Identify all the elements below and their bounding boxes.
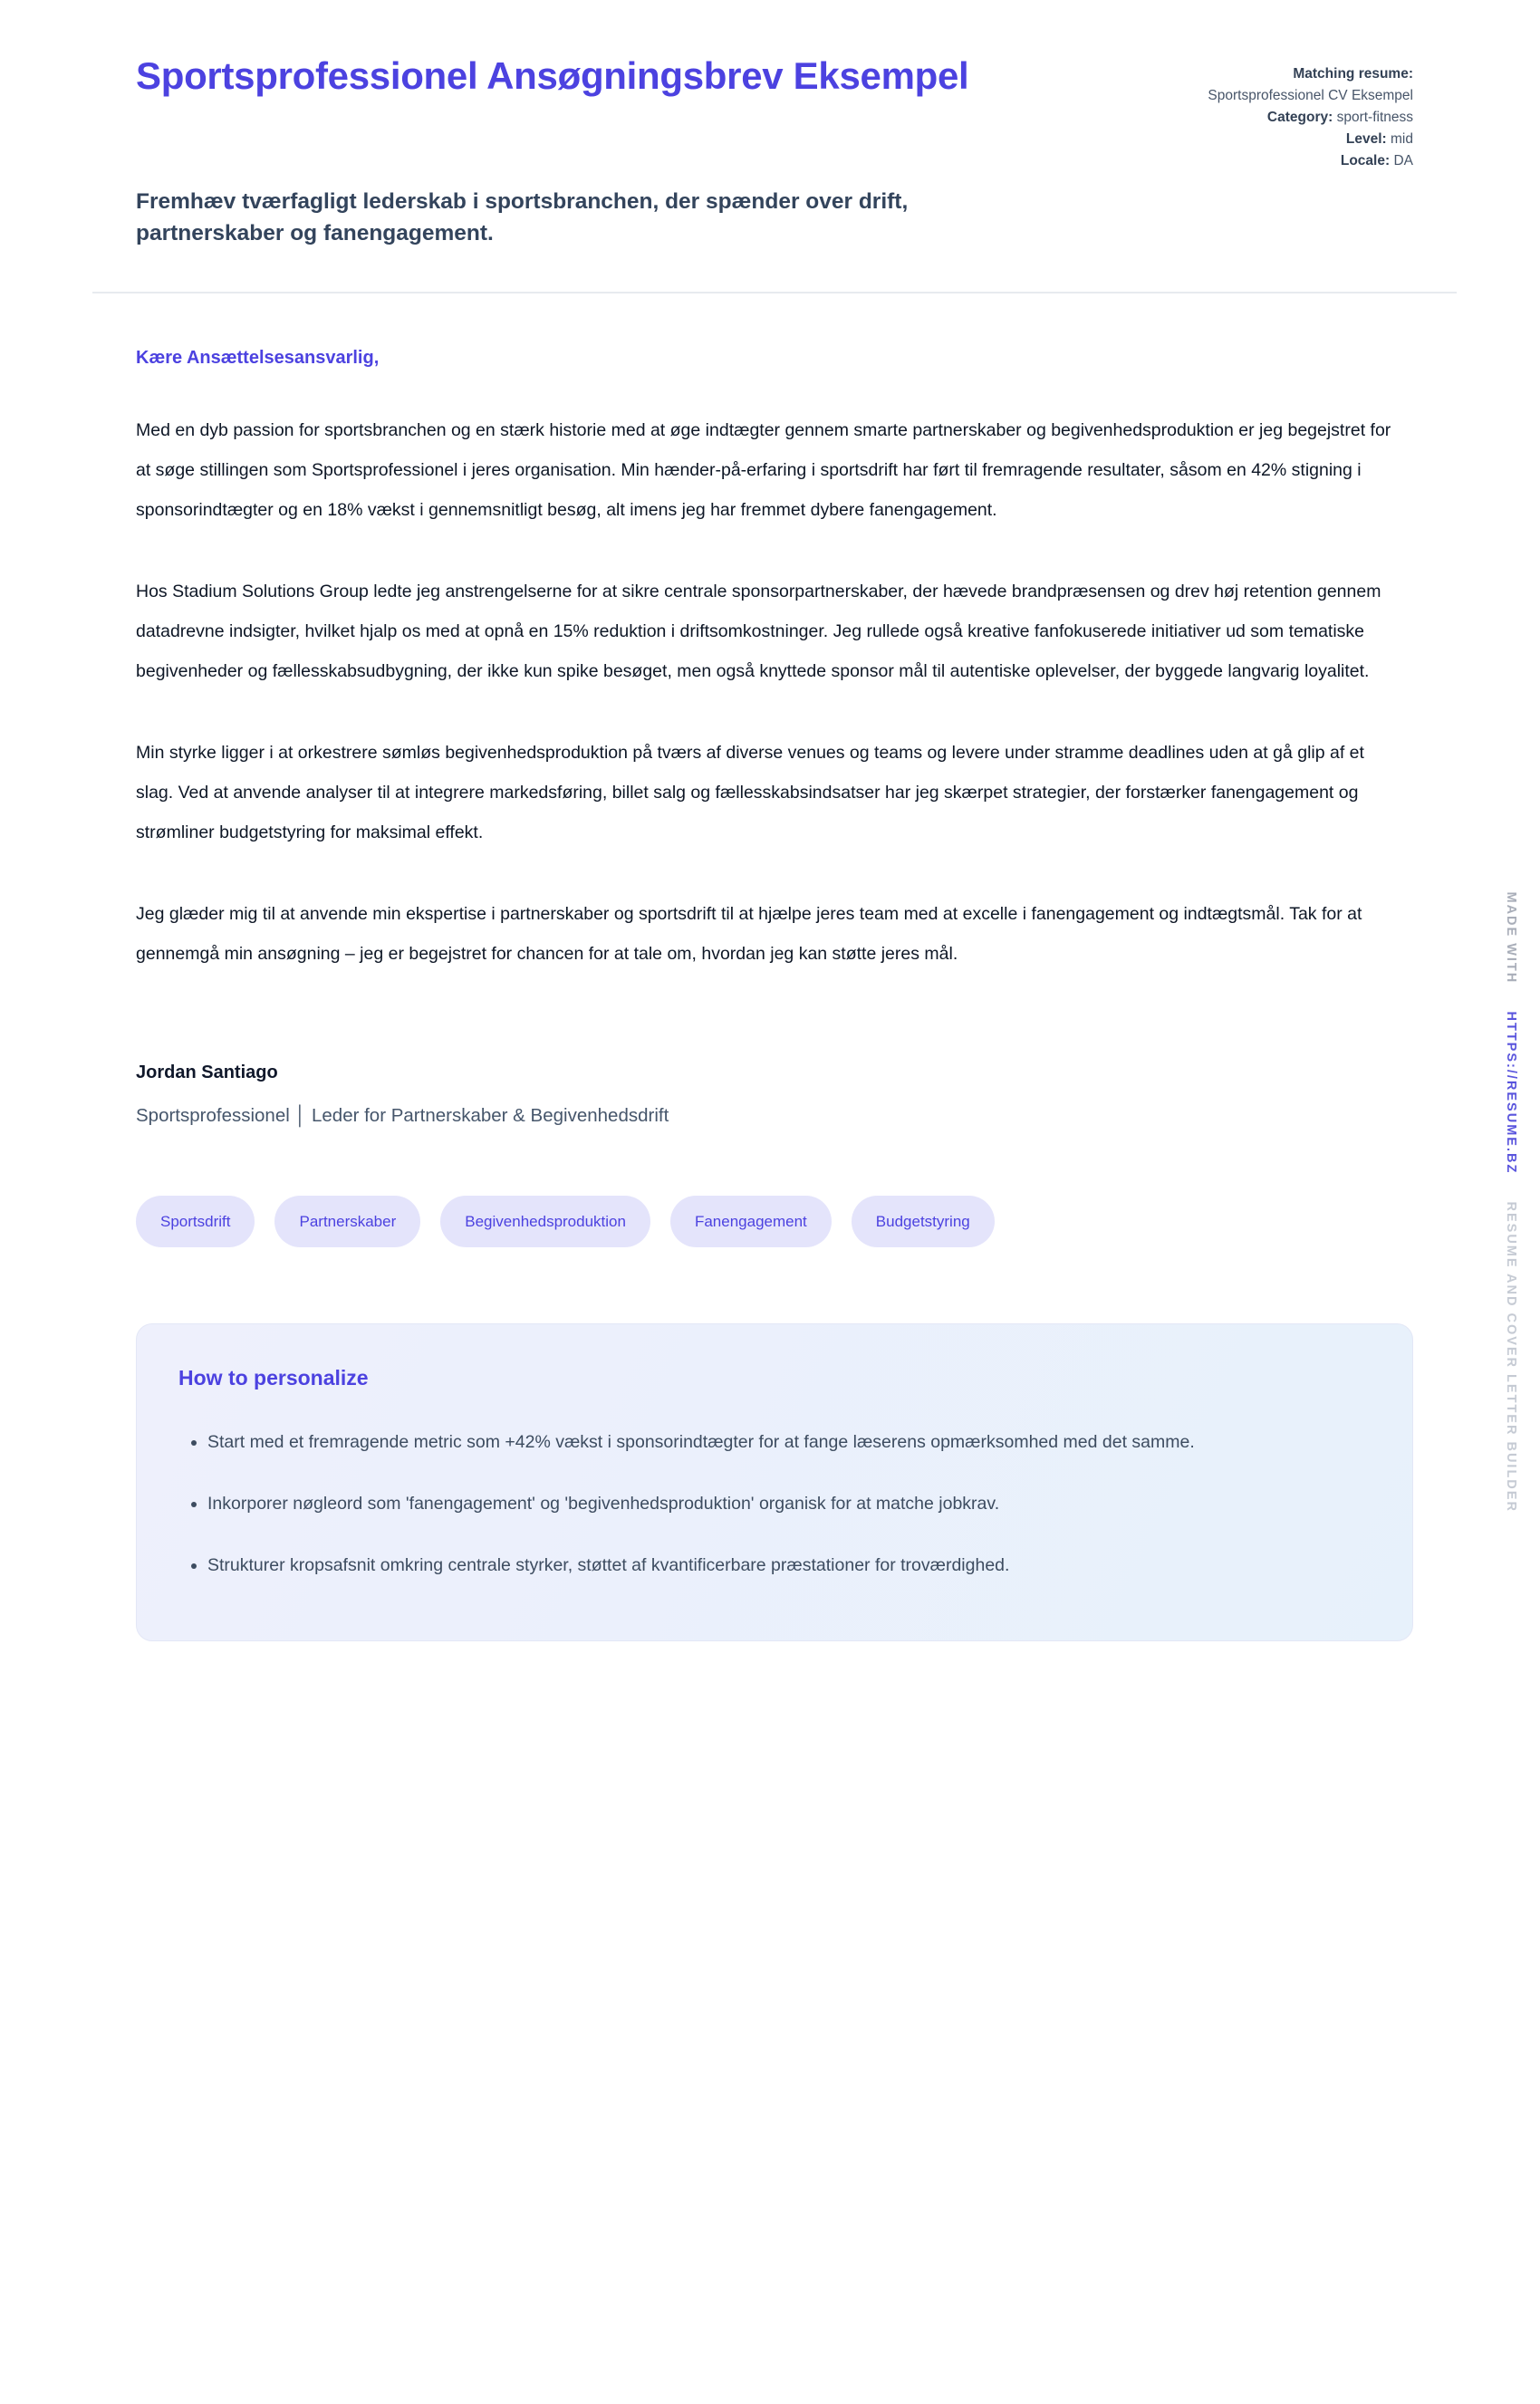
how-to-personalize-title: How to personalize <box>178 1366 369 1390</box>
meta-locale-label: Locale: <box>1340 153 1391 169</box>
tag-begivenhedsproduktion: Begivenhedsproduktion <box>440 1196 650 1247</box>
meta-locale <box>1176 150 1413 172</box>
letter-greeting: Kære Ansættelsesansvarlig, <box>136 347 380 368</box>
page-header <box>136 51 1413 172</box>
meta-matching-resume <box>1176 63 1413 107</box>
watermark-made-with-label: MADE WITH <box>1504 891 1518 985</box>
signature-role: Sportsprofessionel │ Leder for Partnerskaber & Begivenhedsdrift <box>136 1105 669 1127</box>
resume-bz-link[interactable]: HTTPS://RESUME.BZ <box>1504 1011 1518 1175</box>
personalize-tip: • Start med et fremragende metric som +42% vækst i sponsorindtægter for at fange læserens opmærksomhed med det samme. <box>207 1425 1365 1461</box>
meta-matching-resume-value: Sportsprofessionel CV Eksempel <box>1208 88 1413 104</box>
meta-level <box>1176 129 1413 150</box>
watermark-builder-label: RESUME AND COVER LETTER BUILDER <box>1504 1201 1518 1513</box>
how-to-personalize-list <box>178 1425 1365 1584</box>
keyword-tags <box>136 1196 1413 1247</box>
meta-panel <box>1176 51 1413 172</box>
meta-category-value: sport-fitness <box>1336 110 1413 126</box>
letter-paragraph: Med en dyb passion for sportsbranchen og en stærk historie med at øge indtægter gennem smarte partnerskaber og begivenhedsproduktion er jeg begejstret for at søge stillingen som Sportsprofessionel i jeres organisation. Min hænder-på-erfaring i sportsdrift har ført til fremragende resultater, såsom en 42% stigning i sponsorindtægter og en 18% vækst i gennemsnitligt besøg, alt imens jeg har fremmet dybere fanengagement. <box>136 419 1391 520</box>
letter-paragraph: Min styrke ligger i at orkestrere sømløs begivenhedsproduktion på tværs af diverse venues og teams og levere under stramme deadlines uden at gå glip af et slag. Ved at anvende analyser til at integrere markedsføring, billet salg og fællesskabsindsatser har jeg skærpet strategier, der forstærker fanengagement og strømliner budgetstyring for maksimal effekt. <box>136 743 1364 843</box>
signature-name: Jordan Santiago <box>136 1063 278 1083</box>
meta-category <box>1176 107 1413 129</box>
tag-budgetstyring: Budgetstyring <box>852 1196 995 1247</box>
tag-fanengagement: Fanengagement <box>670 1196 832 1247</box>
meta-category-label: Category: <box>1266 110 1333 126</box>
meta-level-label: Level: <box>1345 131 1387 148</box>
meta-level-value: mid <box>1391 131 1413 148</box>
how-to-personalize-card <box>136 1323 1413 1641</box>
letter-paragraph: Jeg glæder mig til at anvende min ekspertise i partnerskaber og sportsdrift til at hjælpe jeres team med at excelle i fanengagement og indtægtsmål. Tak for at gennemgå min ansøgning – jeg er begejstret for chancen for at tale om, hvordan jeg kan støtte jeres mål. <box>136 904 1362 965</box>
meta-matching-resume-label: Matching resume: <box>1293 66 1413 82</box>
page-subtitle: Fremhæv tværfagligt lederskab i sportsbranchen, der spænder over drift, partnerskaber og fanengagement. <box>136 189 909 245</box>
tag-partnerskaber: Partnerskaber <box>274 1196 420 1247</box>
tag-sportsdrift: Sportsdrift <box>136 1196 255 1247</box>
side-watermark <box>1504 892 1518 1513</box>
personalize-tip: • Strukturer kropsafsnit omkring centrale styrker, støttet af kvantificerbare præstationer for troværdighed. <box>207 1548 1365 1584</box>
personalize-tip: • Inkorporer nøgleord som 'fanengagement' og 'begivenhedsproduktion' organisk for at matche jobkrav. <box>207 1486 1365 1523</box>
header-divider <box>92 292 1457 293</box>
meta-locale-value: DA <box>1393 153 1413 169</box>
letter-paragraph: Hos Stadium Solutions Group ledte jeg anstrengelserne for at sikre centrale sponsorpartnerskaber, der hævede brandpræsensen og drev høj retention gennem datadrevne indsigter, hvilket hjalp os med at opnå en 15% reduktion i driftsomkostninger. Jeg rullede også kreative fanfokuserede initiativer ud som tematiske begivenheder og fællesskabsudbygning, der ikke kun spike besøget, men også knyttede sponsor mål til autentiske oplevelser, der byggede langvarig loyalitet. <box>136 581 1381 681</box>
page-title: Sportsprofessionel Ansøgningsbrev Eksempel <box>136 54 969 97</box>
